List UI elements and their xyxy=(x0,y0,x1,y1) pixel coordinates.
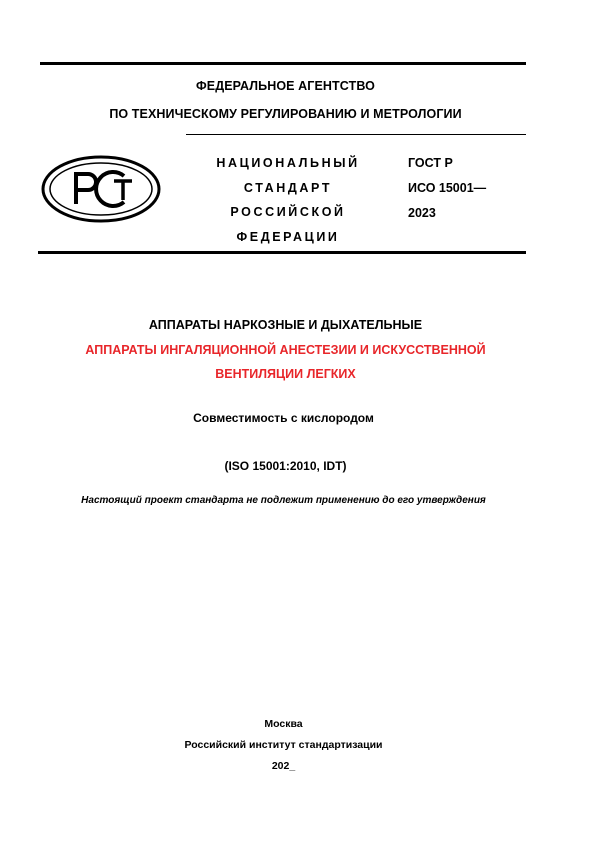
footer-institute: Российский институт стандартизации xyxy=(184,739,383,751)
rst-logo xyxy=(40,154,162,224)
title-line-3: ВЕНТИЛЯЦИИ ЛЕГКИХ xyxy=(215,367,356,381)
national-standard-line-1: НАЦИОНАЛЬНЫЙ xyxy=(216,156,360,170)
draft-note: Настоящий проект стандарта не подлежит применению до его утверждения xyxy=(81,495,486,506)
rst-certification-logo-icon xyxy=(40,154,162,224)
footer-city: Москва xyxy=(264,718,303,730)
title-line-2: АППАРАТЫ ИНГАЛЯЦИОННОЙ АНЕСТЕЗИИ И ИСКУССТВЕННОЙ xyxy=(85,343,486,357)
footer-year: 202_ xyxy=(271,760,296,772)
agency-line-2: ПО ТЕХНИЧЕСКОМУ РЕГУЛИРОВАНИЮ И МЕТРОЛОГИИ xyxy=(109,107,462,121)
subtitle: Совместимость с кислородом xyxy=(193,411,374,425)
agency-line-1: ФЕДЕРАЛЬНОЕ АГЕНТСТВО xyxy=(196,79,375,93)
designation-line-1: ГОСТ Р xyxy=(408,156,453,170)
national-standard-line-3: РОССИЙСКОЙ xyxy=(230,205,346,219)
agency-rule xyxy=(186,134,526,135)
top-rule xyxy=(40,62,526,65)
title-line-1: АППАРАТЫ НАРКОЗНЫЕ И ДЫХАТЕЛЬНЫЕ xyxy=(148,318,423,332)
iso-reference: (ISO 15001:2010, IDT) xyxy=(224,459,347,473)
designation-line-3: 2023 xyxy=(408,206,436,220)
national-standard-line-2: СТАНДАРТ xyxy=(243,181,333,195)
designation-line-2: ИСО 15001— xyxy=(408,181,487,195)
national-standard-line-4: ФЕДЕРАЦИИ xyxy=(236,230,340,244)
header-bottom-rule xyxy=(38,251,526,254)
